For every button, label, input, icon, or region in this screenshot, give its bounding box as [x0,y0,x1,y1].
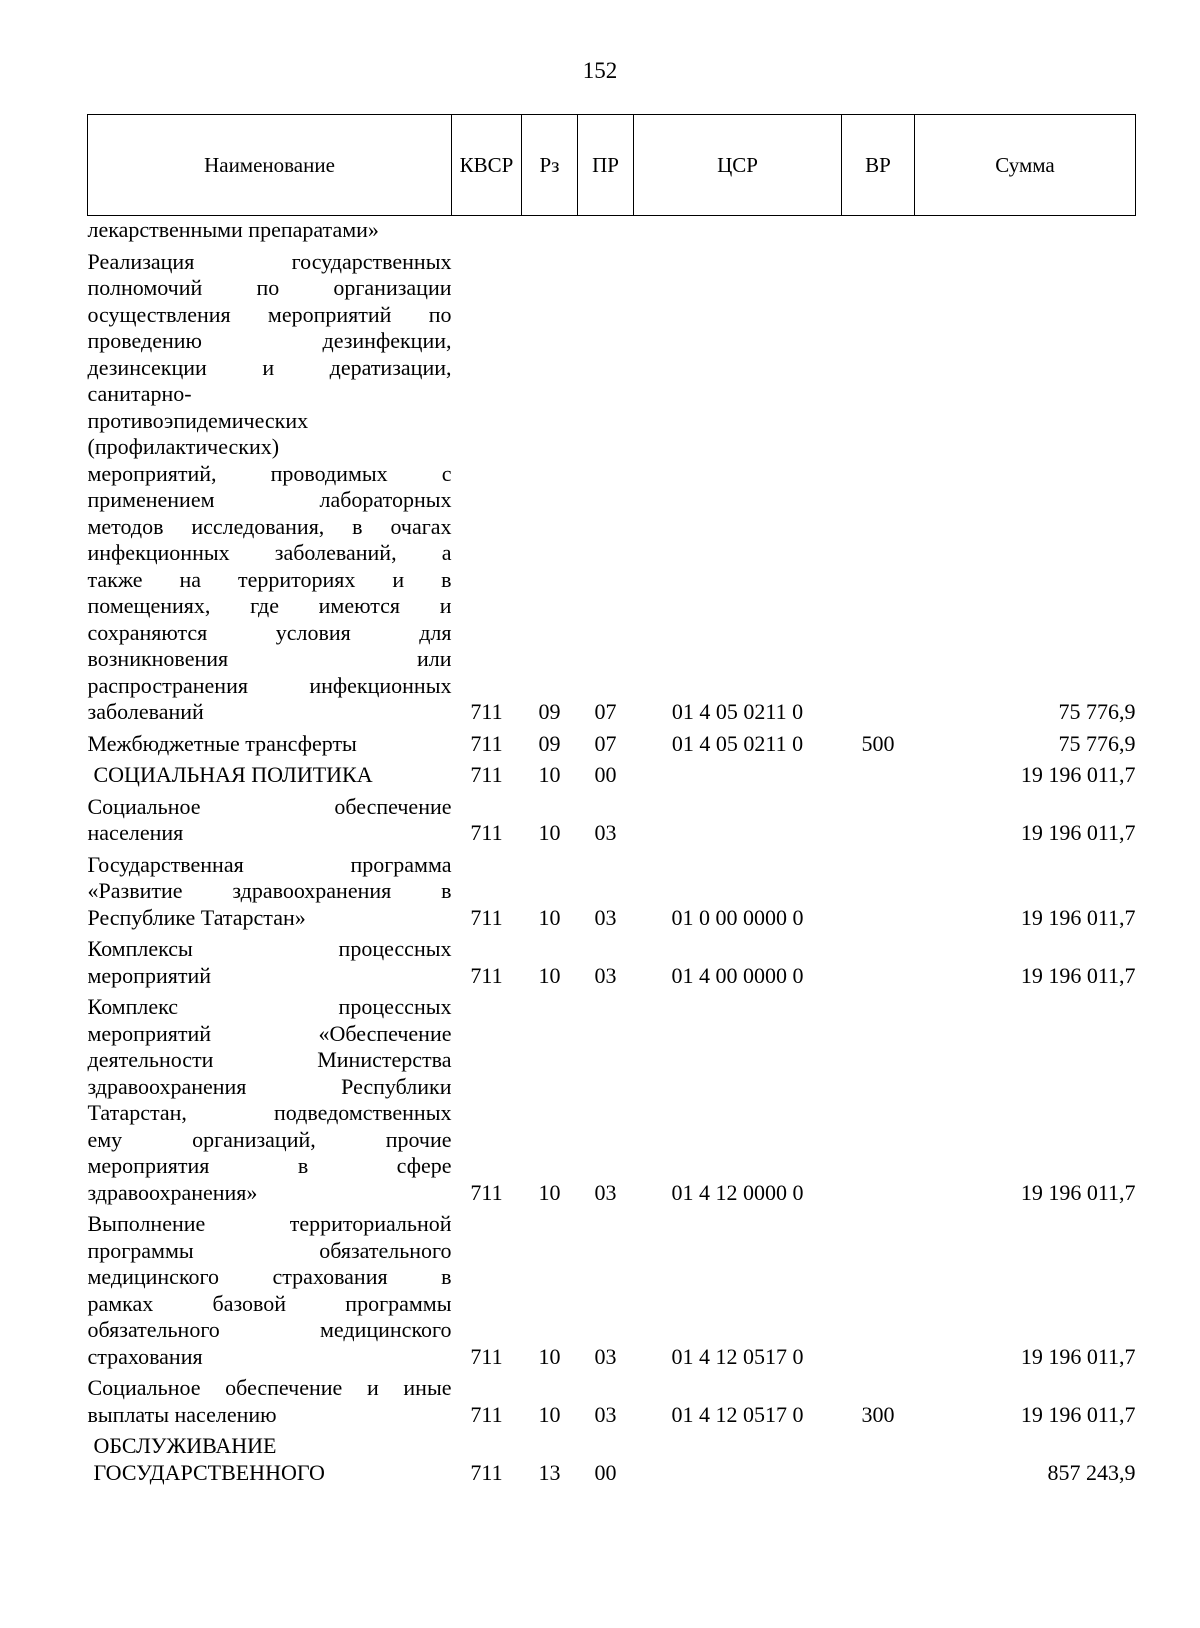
row-vr [842,1210,915,1374]
row-name [88,1210,452,1374]
row-name-line: (профилактических) [87,434,280,459]
row-vr [842,935,915,993]
row-name-line: помещениях, где имеются и [87,593,452,618]
table-row [88,1374,1136,1432]
row-name [88,761,452,793]
row-name-line: сохраняются условия для [87,619,452,645]
row-kvsr: 711 [470,904,503,930]
table-row [88,730,1136,762]
row-sum [915,216,1136,248]
row-pr: 07 [594,730,617,756]
row-name [88,730,452,762]
row-rz: 10 [538,1401,561,1427]
row-kvsr: 711 [470,699,503,724]
row-name-line: ОБСЛУЖИВАНИЕ [93,1433,277,1458]
row-sum: 857 243,9 [1047,1459,1136,1485]
row-name-line: мероприятий, проводимых с [87,460,452,486]
row-name-line: также на территориях и в [87,566,452,592]
row-sum: 19 196 011,7 [1020,904,1136,930]
row-name [88,851,452,936]
row-kvsr: 711 [470,820,503,845]
row-sum: 19 196 011,7 [1020,1401,1136,1427]
row-name-line: программы обязательного [87,1237,452,1263]
row-rz: 10 [538,1343,561,1369]
row-name-line: «Развитие здравоохранения в [87,878,452,903]
column-header-kvsr: КВСР [452,115,522,216]
row-name [88,248,452,730]
row-name-line: здравоохранения Республики [87,1073,452,1099]
row-pr: 03 [594,820,617,845]
row-vr [842,851,915,936]
row-name-line: выплаты населению [87,1401,277,1427]
row-rz: 10 [538,904,561,930]
row-pr: 07 [594,699,617,724]
row-name-line: ему организаций, прочие [87,1126,452,1152]
row-pr: 00 [594,1459,617,1485]
row-rz: 09 [538,699,561,724]
row-pr: 03 [594,1343,617,1369]
table-row [88,216,1136,248]
row-name-line: рамках базовой программы [87,1290,452,1316]
row-pr: 03 [594,1179,617,1205]
row-vr [842,761,915,793]
row-name-line: здравоохранения» [87,1179,258,1205]
row-kvsr: 711 [470,762,503,787]
row-name [88,793,452,851]
row-name-line: мероприятия в сфере [87,1153,452,1178]
row-name-line: распространения инфекционных [87,672,452,698]
page-number: 152 [582,58,618,83]
row-sum: 19 196 011,7 [1020,1179,1136,1205]
column-header-rz: Рз [522,115,578,216]
row-sum: 19 196 011,7 [1020,820,1136,845]
row-csr [634,793,842,851]
table-row [88,851,1136,936]
row-vr [842,248,915,730]
row-kvsr: 711 [470,962,503,988]
row-csr [634,761,842,793]
row-sum: 19 196 011,7 [1020,962,1136,988]
row-name-line: Социальное обеспечение и иные [87,1375,452,1400]
row-kvsr: 711 [470,730,503,756]
row-name-line: Государственная программа [87,851,452,877]
row-name [88,993,452,1210]
row-name-line: возникновения или [87,646,452,671]
row-name-line: обязательного медицинского [87,1317,452,1342]
table-row [88,761,1136,793]
row-name-line: медицинского страхования в [87,1264,452,1289]
budget-table [87,114,1136,1490]
row-name-line: Татарстан, подведомственных [87,1100,452,1125]
row-csr: 01 0 00 0000 0 [671,904,804,930]
row-csr: 01 4 12 0517 0 [671,1343,804,1369]
row-vr [842,1432,915,1490]
row-vr [842,216,915,248]
row-vr [842,793,915,851]
row-name [88,1432,452,1490]
row-rz: 10 [538,962,561,988]
row-name-line: Межбюджетные трансферты [87,730,357,756]
row-rz: 10 [538,820,561,845]
row-sum: 19 196 011,7 [1020,762,1136,787]
row-csr: 01 4 12 0517 0 [671,1401,804,1427]
table-header-row [88,115,1136,216]
column-header-csr: ЦСР [634,115,842,216]
row-name-line: Реализация государственных [87,248,452,274]
row-csr [634,1432,842,1490]
row-kvsr: 711 [470,1459,503,1485]
column-header-sum: Сумма [915,115,1136,216]
row-pr: 03 [594,962,617,988]
row-name [88,216,452,248]
row-name-line: СОЦИАЛЬНАЯ ПОЛИТИКА [93,762,373,787]
row-name-line: методов исследования, в очагах [87,513,452,539]
row-kvsr: 711 [470,1401,503,1427]
row-rz [522,216,578,248]
row-name-line: лекарственными препаратами» [87,217,379,242]
table-row [88,793,1136,851]
row-kvsr [452,216,522,248]
row-csr: 01 4 05 0211 0 [671,730,804,756]
row-pr [578,216,634,248]
table-row [88,935,1136,993]
table-row [88,1210,1136,1374]
row-name-line: ГОСУДАРСТВЕННОГО [93,1459,325,1485]
row-vr [842,993,915,1210]
row-name-line: Комплекс процессных [87,994,452,1019]
row-name-line: мероприятий «Обеспечение [87,1020,452,1046]
row-csr: 01 4 00 0000 0 [671,962,804,988]
row-name [88,1374,452,1432]
row-name-line: Социальное обеспечение [87,793,452,819]
row-name-line: Выполнение территориальной [87,1211,452,1236]
row-name-line: инфекционных заболеваний, а [87,540,452,565]
row-name-line: осуществления мероприятий по [87,301,452,327]
table-body [88,216,1136,1491]
row-sum: 19 196 011,7 [1020,1343,1136,1369]
row-name [88,935,452,993]
row-vr: 500 [861,730,895,756]
row-csr [634,216,842,248]
row-csr: 01 4 12 0000 0 [671,1179,804,1205]
row-rz: 10 [538,1179,561,1205]
table-row [88,993,1136,1210]
row-name-line: населения [87,820,184,845]
row-name-line: Комплексы процессных [87,936,452,961]
row-name-line: санитарно- [87,381,192,406]
row-csr: 01 4 05 0211 0 [671,699,804,724]
row-pr: 00 [594,762,617,787]
row-vr: 300 [861,1401,895,1427]
row-pr: 03 [594,904,617,930]
row-rz: 10 [538,762,561,787]
column-header-name: Наименование [88,115,452,216]
row-kvsr: 711 [470,1343,503,1369]
row-name-line: дезинсекции и дератизации, [87,354,452,380]
row-kvsr: 711 [470,1179,503,1205]
table-row [88,248,1136,730]
row-name-line: заболеваний [87,699,204,724]
table-row [88,1432,1136,1490]
column-header-pr: ПР [578,115,634,216]
row-name-line: деятельности Министерства [87,1047,452,1072]
row-sum: 75 776,9 [1058,699,1136,724]
row-name-line: Республике Татарстан» [87,904,306,930]
row-pr: 03 [594,1401,617,1427]
row-name-line: мероприятий [87,962,212,988]
row-name-line: проведению дезинфекции, [87,328,452,353]
row-rz: 09 [538,730,561,756]
row-rz: 13 [538,1459,561,1485]
row-name-line: страхования [87,1343,203,1369]
row-name-line: применением лабораторных [87,487,452,512]
column-header-vr: ВР [842,115,915,216]
row-name-line: противоэпидемических [87,407,309,433]
row-sum: 75 776,9 [1058,730,1136,756]
row-name-line: полномочий по организации [87,275,452,300]
